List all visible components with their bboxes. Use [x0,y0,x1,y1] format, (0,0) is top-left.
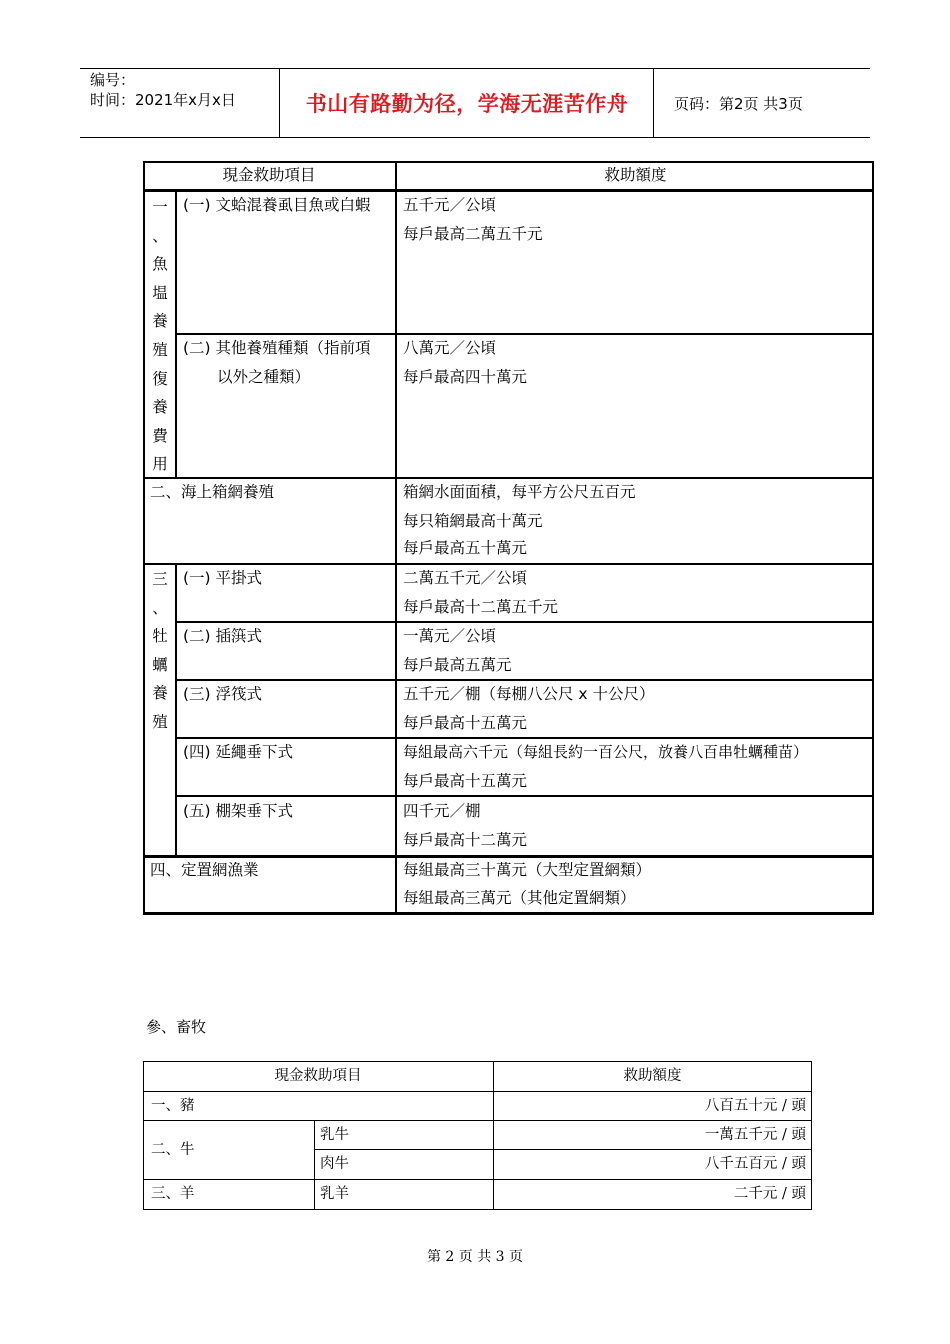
section-3-label: 三 、 牡 蠣 養 殖 [152,570,168,731]
sec1-sub1-amount-1: 五千元／公頃 [403,196,497,214]
page-footer: 第 2 页 共 3 页 [426,1249,524,1265]
col-header-amount: 救助額度 [604,166,667,184]
col-header-item: 現金救助項目 [222,166,316,184]
dairy-cattle-label: 乳牛 [320,1127,349,1143]
sec1-sub1-label: (一) 文蛤混養虱目魚或白蝦 [183,196,371,214]
sec1-sub1-amount-2: 每戶最高二萬五千元 [403,225,543,243]
sec4-amount-1: 每組最高三十萬元（大型定置網類） [403,861,652,879]
header-page-info: 页码：第2页 共3页 [674,94,803,113]
pig-amount: 八百五十元 / 頭 [704,1098,806,1114]
cattle-label: 二、牛 [151,1142,195,1158]
sec2-amount-2: 每只箱網最高十萬元 [403,512,543,530]
page-header [80,68,870,138]
fishery-relief-table [143,161,874,915]
sec1-sub2-label-cont: 以外之種類） [217,368,311,386]
header-motto: 书山有路勤为径，学海无涯苦作舟 [281,69,654,137]
sec3-sub1-amount-2: 每戶最高十二萬五千元 [403,598,559,616]
sec3-sub3-amount-2: 每戶最高十五萬元 [403,714,528,732]
livestock-relief-table [143,1061,812,1210]
dairy-goat-amount: 二千元 / 頭 [733,1186,806,1202]
sec1-sub2-amount-2: 每戶最高四十萬元 [403,368,528,386]
number-label: 编号： [90,71,136,89]
sec3-sub5-amount-2: 每戶最高十二萬元 [403,831,528,849]
sec3-sub2-amount-2: 每戶最高五萬元 [403,656,512,674]
time-label: 时间：2021年x月x日 [90,91,236,109]
sec2-label: 二、海上箱網養殖 [150,483,275,501]
sec2-amount-1: 箱網水面面積，每平方公尺五百元 [403,483,636,501]
sec1-sub2-amount-1: 八萬元／公頃 [403,339,497,357]
beef-cattle-label: 肉牛 [320,1156,349,1172]
sheep-label: 三、羊 [151,1186,195,1202]
sec3-sub2-amount-1: 一萬元／公頃 [403,627,497,645]
sec3-sub4-amount-2: 每戶最高十五萬元 [403,772,528,790]
sec3-sub1-label: (一) 平掛式 [183,569,263,587]
sec3-sub5-label: (五) 棚架垂下式 [183,802,294,820]
sec3-sub4-label: (四) 延繩垂下式 [183,743,294,761]
sec3-sub2-label: (二) 插篊式 [183,627,263,645]
header-meta [80,69,280,137]
sec1-sub2-label: (二) 其他養殖種類（指前項 [183,339,371,357]
pig-label: 一、豬 [151,1098,195,1114]
dairy-goat-label: 乳羊 [320,1186,349,1202]
sec2-amount-3: 每戶最高五十萬元 [403,539,528,557]
beef-cattle-amount: 八千五百元 / 頭 [704,1156,806,1172]
section-1-label: 一 、 魚 塭 養 殖 復 養 費 用 [152,198,168,474]
dairy-cattle-amount: 一萬五千元 / 頭 [704,1127,806,1143]
livestock-col-header-amount: 救助額度 [623,1068,682,1084]
sec4-label: 四、定置網漁業 [150,861,259,879]
sec3-sub3-amount-1: 五千元／棚（每棚八公尺 x 十公尺） [403,685,655,703]
sec3-sub3-label: (三) 浮筏式 [183,685,263,703]
livestock-col-header-item: 現金救助項目 [274,1068,362,1084]
sec3-sub4-amount-1: 每組最高六千元（每組長約一百公尺，放養八百串牡蠣種苗） [403,743,809,761]
sec4-amount-2: 每組最高三萬元（其他定置網類） [403,889,636,907]
sec3-sub1-amount-1: 二萬五千元／公頃 [403,569,528,587]
sec3-sub5-amount-1: 四千元／棚 [403,802,481,820]
section-title-livestock: 參、畜牧 [146,1018,207,1036]
